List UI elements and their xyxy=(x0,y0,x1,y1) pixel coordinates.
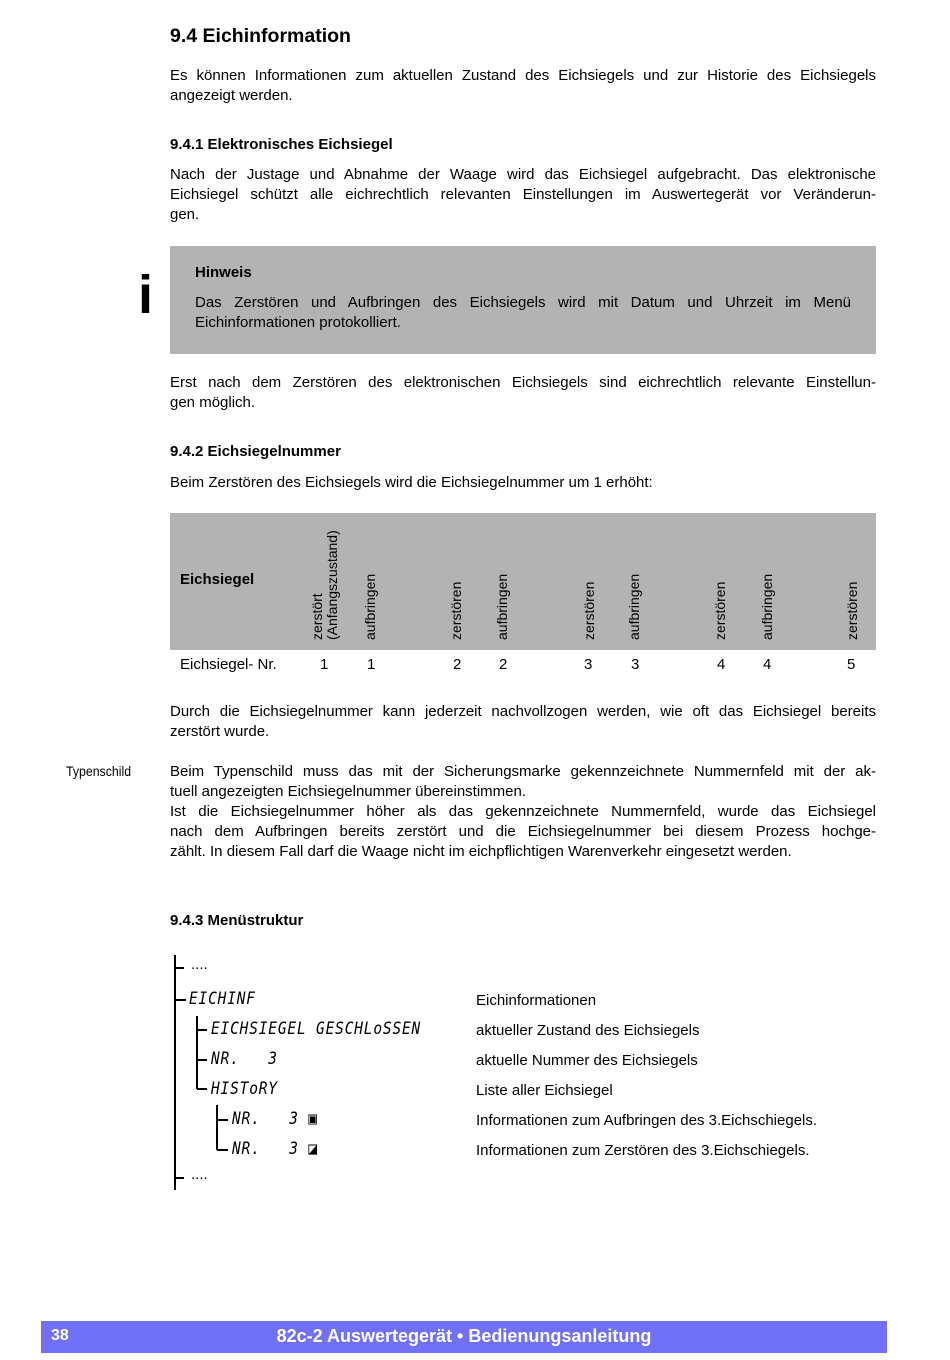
table-row-label: Eichsiegel- Nr. xyxy=(180,656,277,673)
table-column-header-text: aufbringen xyxy=(362,573,378,640)
text-line: Eichsiegel schützt alle eichrechtlich relevanten Einstellungen im Auswertegerät vor Veränderun- xyxy=(170,186,876,203)
seal-table-header xyxy=(170,513,876,650)
electronic-seal-text xyxy=(170,165,876,225)
table-column-header-text: zerstören xyxy=(844,581,860,640)
text-line: zählt. In diesem Fall darf die Waage nicht im eichpflichtigen Warenverkehr eingesetzt werden. xyxy=(170,843,792,860)
table-column-header-text: zerstören xyxy=(448,581,464,640)
footer-title: 82c-2 Auswertegerät • Bedienungsanleitung xyxy=(276,1326,652,1346)
desc-seal-closed: aktueller Zustand des Eichsiegels xyxy=(476,1022,700,1039)
subsection-title-electronic-seal: 9.4.1 Elektronisches Eichsiegel xyxy=(170,136,393,153)
desc-history: Liste aller Eichsiegel xyxy=(476,1082,613,1099)
lcd-history: HISToRY xyxy=(211,1079,278,1099)
seal-number-intro: Beim Zerstören des Eichsiegels wird die Eichsiegelnummer um 1 erhöht: xyxy=(170,474,653,491)
table-column-header-text: aufbringen xyxy=(494,573,510,640)
section-intro: Es können Informationen zum aktuellen Zustand des Eichsiegels und zur Historie des Eichsiegels angezeigt werden. xyxy=(170,67,876,104)
table-after-text xyxy=(170,702,876,742)
table-column-header xyxy=(495,514,511,640)
table-cell: 2 xyxy=(453,656,462,673)
table-column-header-text: aufbringen xyxy=(759,573,775,640)
desc-seal-number: aktuelle Nummer des Eichsiegels xyxy=(476,1052,698,1069)
seal-table-row xyxy=(170,656,876,676)
note-text: Das Zerstören und Aufbringen des Eichsiegels wird mit Datum und Uhrzeit im Menü Eichinformationen protokolliert. xyxy=(195,294,851,331)
text-line: Erst nach dem Zerstören des elektronischen Eichsiegels sind eichrechtlich relevante Einstellun- xyxy=(170,374,876,391)
table-column-header xyxy=(845,514,861,640)
table-column-header xyxy=(760,514,776,640)
lcd-history-apply: NR. 3 ▣ xyxy=(232,1109,318,1129)
text-line: Nach der Justage und Abnahme der Waage wird das Eichsiegel aufgebracht. Das elektronische xyxy=(170,166,876,183)
table-column-header xyxy=(582,514,598,640)
table-column-header xyxy=(627,514,643,640)
table-cell: 3 xyxy=(631,656,640,673)
subsection-title-seal-number: 9.4.2 Eichsiegelnummer xyxy=(170,443,341,460)
table-column-header xyxy=(449,514,465,640)
subsection-title-menu-structure: 9.4.3 Menüstruktur xyxy=(170,912,304,929)
table-column-header xyxy=(713,514,729,640)
section-title: 9.4 Eichinformation xyxy=(170,25,351,47)
menu-dots-top: .... xyxy=(191,956,208,973)
page-number: 38 xyxy=(51,1327,69,1344)
table-column-header-text: zerstört (Anfangszustand) xyxy=(309,530,340,640)
info-icon: i xyxy=(138,265,154,325)
text-line: Beim Typenschild muss das mit der Sicherungsmarke gekennzeichnete Nummernfeld mit der ak- xyxy=(170,763,876,780)
table-header-label: Eichsiegel xyxy=(180,571,255,588)
text-line: Durch die Eichsiegelnummer kann jederzeit nachvollzogen werden, wie oft das Eichsiegel bereits xyxy=(170,703,876,720)
table-column-header xyxy=(363,514,379,640)
text-line: nach dem Aufbringen bereits zerstört und die Eichsiegelnummer bei diesem Prozess hochge- xyxy=(170,823,876,840)
table-cell: 3 xyxy=(584,656,593,673)
desc-history-destroy: Informationen zum Zerstören des 3.Eichschiegels. xyxy=(476,1142,810,1159)
table-column-header-text: aufbringen xyxy=(626,573,642,640)
table-cell: 2 xyxy=(499,656,508,673)
note-title: Hinweis xyxy=(195,264,252,281)
side-label-typenschild: Typenschild xyxy=(66,763,132,779)
text-line: zerstört wurde. xyxy=(170,723,270,740)
table-cell: 5 xyxy=(847,656,856,673)
table-column-header-text: zerstören xyxy=(581,581,597,640)
lcd-eichinf: EICHINF xyxy=(189,989,256,1009)
after-note-text xyxy=(170,373,876,413)
table-cell: 1 xyxy=(367,656,376,673)
table-column-header-text: zerstören xyxy=(712,581,728,640)
menu-dots-bottom: .... xyxy=(191,1166,208,1183)
text-line: gen möglich. xyxy=(170,394,256,411)
table-cell: 4 xyxy=(717,656,726,673)
typenschild-text xyxy=(170,762,876,862)
table-cell: 1 xyxy=(320,656,329,673)
text-line: Ist die Eichsiegelnummer höher als das gekennzeichnete Nummernfeld, wurde das Eichsiegel xyxy=(170,803,876,820)
table-cell: 4 xyxy=(763,656,772,673)
lcd-seal-number: NR. 3 xyxy=(211,1049,278,1069)
lcd-seal-closed: EICHSIEGEL GESCHLoSSEN xyxy=(211,1019,422,1039)
menu-structure xyxy=(170,952,876,1197)
text-line: tuell angezeigten Eichsiegelnummer übereinstimmen. xyxy=(170,783,527,800)
desc-eichinf: Eichinformationen xyxy=(476,992,597,1009)
text-line: gen. xyxy=(170,206,200,223)
table-column-header xyxy=(309,514,340,640)
note-box xyxy=(170,246,876,354)
desc-history-apply: Informationen zum Aufbringen des 3.Eichschiegels. xyxy=(476,1112,818,1129)
lcd-history-destroy: NR. 3 ◪ xyxy=(232,1139,318,1159)
page-footer xyxy=(41,1321,887,1353)
